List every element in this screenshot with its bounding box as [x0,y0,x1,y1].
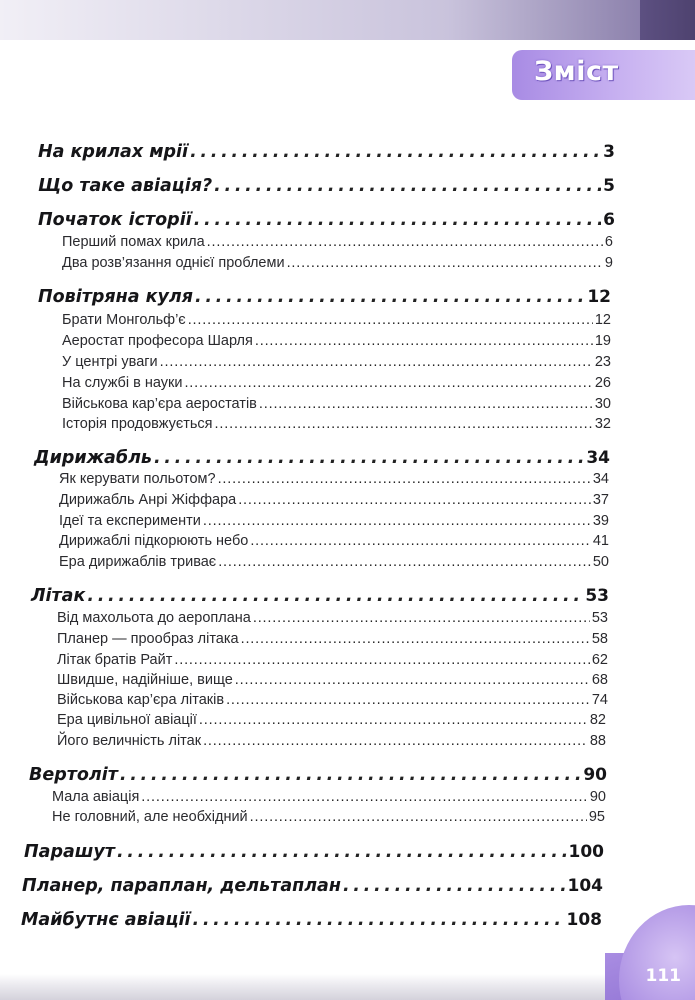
toc-entry-page: 68 [591,672,608,688]
toc-entry[interactable] [38,287,611,307]
toc-subentry[interactable] [62,234,613,250]
toc-subentry[interactable] [57,652,608,668]
dot-leader [203,733,588,749]
toc-subentry[interactable] [57,610,608,626]
dot-leader [235,672,590,688]
toc-entry-page: 90 [583,765,607,785]
toc-entry-page: 62 [591,652,608,668]
toc-entry[interactable] [29,765,607,785]
toc-entry-title: Дирижабль [34,448,152,468]
toc-entry-title: Дирижаблі підкорюють небо [59,533,249,549]
toc-entry-page: 6 [603,210,615,230]
toc-entry-title: На службі в науки [62,375,183,391]
toc-entry[interactable] [22,876,603,896]
dot-leader [241,631,590,647]
toc-entry-title: Мала авіація [52,789,140,805]
toc-entry-page: 58 [591,631,608,647]
toc-subentry[interactable] [52,809,605,825]
toc-entry-page: 23 [594,354,611,370]
dot-leader [160,354,593,370]
toc-subentry[interactable] [62,375,611,391]
toc-subentry[interactable] [57,631,608,647]
toc-entry-title: Літак [31,586,86,606]
toc-entry-page: 108 [566,910,602,930]
toc-entry-title: Його величність літак [57,733,202,749]
toc-entry-title: Початок історії [38,210,192,230]
dot-leader [215,416,593,432]
toc-entry-title: Як керувати польотом? [59,471,216,487]
toc-entry[interactable] [34,448,610,468]
toc-entry-page: 104 [567,876,603,896]
dot-leader [188,312,593,328]
toc-entry-page: 26 [594,375,611,391]
toc-entry-page: 34 [592,471,609,487]
dot-leader [259,396,593,412]
toc-entry-page: 5 [603,176,615,196]
page-number-corner [605,905,695,1000]
dot-leader [214,176,601,196]
toc-entry-title: Парашут [24,842,115,862]
toc-entry-page: 90 [589,789,606,805]
toc-entry-title: Майбутнє авіації [21,910,191,930]
toc-entry-page: 41 [592,533,609,549]
toc-entry-title: Швидше, надійніше, вище [57,672,233,688]
toc-entry-title: Планер — прообраз літака [57,631,239,647]
dot-leader [184,375,592,391]
dot-leader [255,333,593,349]
toc-subentry[interactable] [59,471,609,487]
toc-subentry[interactable] [62,312,611,328]
toc-entry-title: На крилах мрії [38,142,189,162]
dot-leader [207,234,603,250]
toc-entry[interactable] [24,842,604,862]
toc-subentry[interactable] [57,712,606,728]
toc-entry-page: 34 [586,448,610,468]
toc-entry[interactable] [31,586,609,606]
dot-leader [226,692,590,708]
toc-entry-page: 95 [588,809,605,825]
toc-entry-title: Ера цивільної авіації [57,712,197,728]
dot-leader [218,471,591,487]
toc-entry-page: 88 [589,733,606,749]
dot-leader [117,842,567,862]
page-title: Зміст [534,56,619,87]
dot-leader [192,910,564,930]
toc-subentry[interactable] [52,789,606,805]
page-number: 111 [645,966,681,986]
toc-entry-page: 30 [594,396,611,412]
toc-subentry[interactable] [59,554,609,570]
toc-entry-page: 32 [594,416,611,432]
toc-entry-page: 19 [594,333,611,349]
toc-entry-page: 53 [591,610,608,626]
toc-entry-page: 74 [591,692,608,708]
toc-entry-page: 12 [594,312,611,328]
toc-subentry[interactable] [62,354,611,370]
toc-entry-title: Ідеї та експерименти [59,513,201,529]
toc-entry-title: Військова кар’єра аеростатів [62,396,257,412]
toc-entry-title: Не головний, але необхідний [52,809,248,825]
dot-leader [190,142,601,162]
toc-entry-title: Брати Монгольф’є [62,312,186,328]
toc-subentry[interactable] [62,333,611,349]
toc-subentry[interactable] [57,733,606,749]
toc-subentry[interactable] [59,533,609,549]
toc-subentry[interactable] [62,416,611,432]
toc-entry-title: Перший помах крила [62,234,205,250]
toc-entry[interactable] [21,910,602,930]
dot-leader [343,876,566,896]
toc-entry-page: 82 [589,712,606,728]
toc-entry-page: 12 [587,287,611,307]
toc-subentry[interactable] [59,492,609,508]
dot-leader [174,652,590,668]
toc-subentry[interactable] [57,692,608,708]
toc-entry-title: Повітряна куля [38,287,193,307]
toc-entry-title: Військова кар’єра літаків [57,692,225,708]
toc-entry-page: 50 [592,554,609,570]
dot-leader [87,586,583,606]
toc-entry-title: Аеростат професора Шарля [62,333,253,349]
toc-entry-title: Історія продовжується [62,416,213,432]
dot-leader [199,712,588,728]
toc-entry-title: Два розв’язання однієї проблеми [62,255,285,271]
dot-leader [250,809,587,825]
toc-entry-title: Від махольота до аероплана [57,610,251,626]
dot-leader [250,533,591,549]
toc-entry-page: 53 [585,586,609,606]
dot-leader [195,287,585,307]
toc-entry-page: 3 [603,142,615,162]
toc-entry[interactable] [38,142,615,162]
dot-leader [287,255,603,271]
toc-entry[interactable] [38,176,615,196]
toc-subentry[interactable] [59,513,609,529]
toc-entry-title: Вертоліт [29,765,118,785]
dot-leader [154,448,584,468]
dot-leader [120,765,581,785]
toc-entry-title: Літак братів Райт [57,652,173,668]
toc-entry-title: Що таке авіація? [38,176,213,196]
dot-leader [218,554,591,570]
toc-entry-page: 37 [592,492,609,508]
dot-leader [253,610,590,626]
toc-entry-page: 39 [592,513,609,529]
toc-entry-page: 9 [604,255,613,271]
toc-subentry[interactable] [62,396,611,412]
dot-leader [203,513,591,529]
toc-entry-page: 100 [568,842,604,862]
toc-entry-title: Дирижабль Анрі Жіффара [59,492,237,508]
toc-entry-title: Планер, параплан, дельтаплан [22,876,341,896]
toc-entry[interactable] [38,210,615,230]
toc-entry-page: 6 [604,234,613,250]
dot-leader [238,492,591,508]
dot-leader [194,210,601,230]
bottom-cloud-strip [0,974,610,1000]
toc-entry-title: У центрі уваги [62,354,158,370]
dot-leader [141,789,588,805]
toc-entry-title: Ера дирижаблів триває [59,554,217,570]
toc-subentry[interactable] [62,255,613,271]
toc-subentry[interactable] [57,672,608,688]
